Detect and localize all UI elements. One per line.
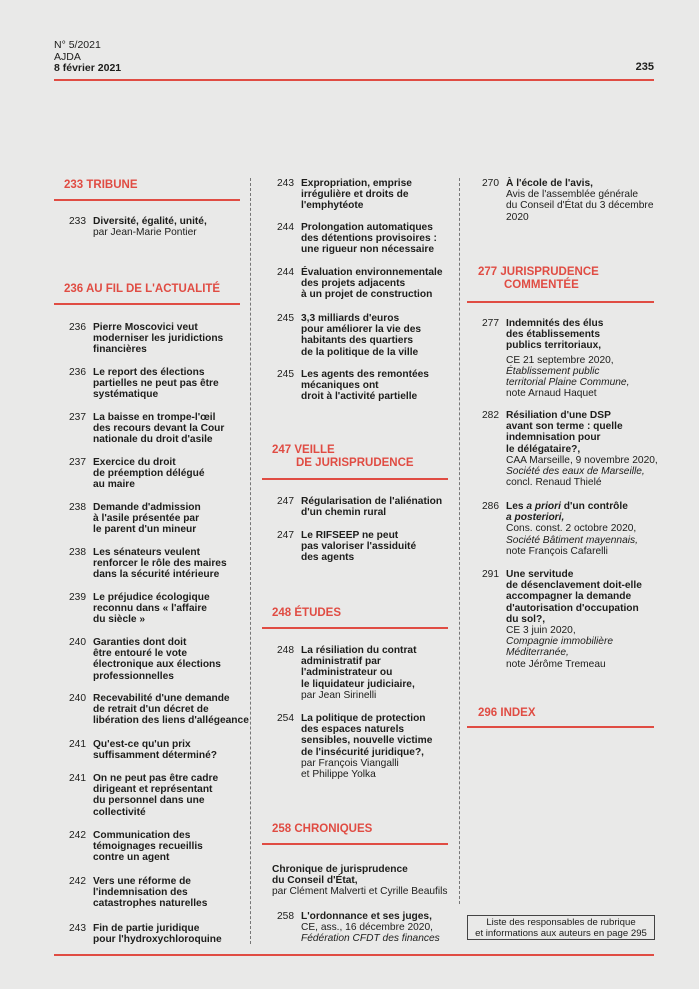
- entry-page: 248: [277, 645, 294, 656]
- section-tribune: 233 TRIBUNE: [64, 179, 138, 191]
- entry-title-line: On ne peut pas être cadre: [93, 773, 219, 784]
- entry-title-part: d'un contrôle: [560, 501, 628, 512]
- entry-title-line: des recours devant la Cour: [93, 423, 225, 435]
- section-rule: [262, 843, 448, 845]
- entry-title-line: des projets adjacents: [301, 278, 406, 290]
- entry-title-line: Pierre Moscovici veut: [93, 322, 198, 333]
- entry-source: Méditerranée,: [506, 647, 569, 659]
- entry-title-line: pas valoriser l'assiduité: [301, 541, 417, 553]
- entry-source: Établissement public: [506, 365, 600, 377]
- entry-page: 237: [69, 457, 86, 468]
- entry-title-line: de préemption délégué: [93, 468, 205, 480]
- entry-title-line: Une servitude: [506, 569, 574, 580]
- entry-title-line: une rigueur non nécessaire: [301, 244, 435, 256]
- entry-author: note François Cafarelli: [506, 545, 608, 557]
- entry-page: 247: [277, 496, 294, 507]
- entry-title-line: électronique aux élections: [93, 659, 221, 671]
- entry-title-line: au maire: [93, 479, 135, 491]
- entry-source: CAA Marseille, 9 novembre 2020,: [506, 454, 658, 466]
- entry-source: territorial Plaine Commune,: [506, 377, 630, 389]
- entry-page: 243: [277, 178, 294, 189]
- entry-page: 240: [69, 693, 86, 704]
- entry-title-line: d'autorisation d'occupation: [506, 602, 639, 614]
- entry-title-line: administratif par: [301, 656, 381, 668]
- entry-title-line: de retrait d'un décret de: [93, 704, 209, 716]
- entry-author: par Jean-Marie Pontier: [93, 227, 197, 239]
- entry-title-line: Les agents des remontées: [301, 369, 429, 380]
- section-rule: [467, 301, 654, 303]
- entry-source: 2020: [506, 211, 529, 223]
- entry-title-line: Recevabilité d'une demande: [93, 693, 230, 704]
- note-line: et informations aux auteurs en page 295: [475, 928, 647, 939]
- entry-source: Société des eaux de Marseille,: [506, 466, 645, 478]
- entry-title-line: catastrophes naturelles: [93, 898, 208, 910]
- entry-title-line: Vers une réforme de: [93, 876, 191, 887]
- note-line: Liste des responsables de rubrique: [486, 917, 636, 928]
- entry-page: 240: [69, 637, 86, 648]
- entry-source: du Conseil d'État du 3 décembre: [506, 200, 654, 212]
- page-number: 235: [635, 61, 654, 73]
- entry-page: 244: [277, 267, 294, 278]
- entry-page: 236: [69, 367, 86, 378]
- issue-number: N° 5/2021: [54, 39, 101, 51]
- entry-page: 233: [69, 216, 86, 227]
- entry-title-line: à l'asile présentée par: [93, 513, 200, 525]
- entry-title-line: La baisse en trompe-l'œil: [93, 412, 216, 423]
- header-rule: [54, 79, 654, 81]
- entry-title-line: l'emphytéote: [301, 200, 364, 212]
- entry-title-line: sensibles, nouvelle victime: [301, 735, 433, 747]
- section-title-line: 247 VEILLE: [272, 444, 335, 456]
- entry-title-line: moderniser les juridictions: [93, 333, 224, 345]
- entry-title-line: Résiliation d'une DSP: [506, 410, 611, 421]
- section-rule: [467, 726, 654, 728]
- entry-author: note Jérôme Tremeau: [506, 658, 606, 670]
- journal-name: AJDA: [54, 50, 81, 63]
- entry-title-line: de désenclavement doit-elle: [506, 580, 642, 592]
- entry-title-line: Le RIFSEEP ne peut: [301, 530, 399, 541]
- entry-source: CE, ass., 16 décembre 2020,: [301, 922, 433, 934]
- entry-title-line: témoignages recueillis: [93, 841, 203, 853]
- entry-title-line: irrégulière et droits de: [301, 189, 409, 201]
- entry-title-line: des détentions provisoires :: [301, 233, 437, 245]
- entry-author: note Arnaud Haquet: [506, 388, 597, 400]
- entry-title-line: Évaluation environnementale: [301, 267, 443, 278]
- entry-title-line: Demande d'admission: [93, 502, 201, 513]
- entry-author: par Jean Sirinelli: [301, 689, 377, 701]
- entry-title-line: nationale du droit d'asile: [93, 434, 213, 446]
- entry-title-line: le liquidateur judiciaire,: [301, 678, 415, 690]
- entry-author: par François Viangalli: [301, 757, 399, 769]
- section-index: 296 INDEX: [478, 707, 536, 719]
- entry-title-line: Le préjudice écologique: [93, 592, 210, 603]
- entry-title-line: Prolongation automatiques: [301, 222, 433, 233]
- entry-title-line: L'ordonnance et ses juges,: [301, 911, 432, 922]
- entry-title-line: de la politique de la ville: [301, 346, 419, 358]
- entry-page: 236: [69, 322, 86, 333]
- section-actualite: 236 AU FIL DE L'ACTUALITÉ: [64, 283, 221, 295]
- entry-title-line: Les sénateurs veulent: [93, 547, 201, 558]
- entry-source: Compagnie immobilière: [506, 636, 614, 648]
- section-title-line: COMMENTÉE: [504, 279, 579, 291]
- entry-title-line: À l'école de l'avis,: [506, 178, 593, 189]
- entry-source: CE 3 juin 2020,: [506, 625, 576, 637]
- entry-title-line: libération des liens d'allégeance: [93, 715, 249, 727]
- entry-source: CE 21 septembre 2020,: [506, 354, 614, 366]
- entry-title-line: reconnu dans « l'affaire: [93, 603, 207, 615]
- issue-date: 8 février 2021: [54, 62, 122, 74]
- entry-source: Société Bâtiment mayennais,: [506, 534, 638, 546]
- entry-source: Avis de l'assemblée générale: [506, 189, 639, 201]
- entry-title-line: du sol?,: [506, 613, 546, 625]
- entry-page: 238: [69, 547, 86, 558]
- entry-title-line: La résiliation du contrat: [301, 645, 417, 656]
- entry-title-line: dans la sécurité intérieure: [93, 569, 220, 581]
- entry-page: 291: [482, 569, 499, 580]
- entry-page: 270: [482, 178, 499, 189]
- entry-title-line: de l'insécurité juridique?,: [301, 746, 424, 758]
- entry-title-line: droit à l'activité partielle: [301, 391, 418, 403]
- entry-title-part: a priori: [526, 501, 561, 512]
- entry-title-line: Exercice du droit: [93, 457, 176, 468]
- entry-title-line: le délégataire?,: [506, 443, 581, 455]
- section-title-line: DE JURISPRUDENCE: [296, 457, 414, 469]
- authors-info-note: [467, 915, 655, 940]
- section-etudes: 248 ÉTUDES: [272, 607, 342, 619]
- entry-page: 282: [482, 410, 499, 421]
- entry-title-line: partielles ne peut pas être: [93, 378, 219, 390]
- entry-author: concl. Renaud Thielé: [506, 477, 602, 489]
- section-rule: [262, 478, 448, 480]
- entry-title-line: avant son terme : quelle: [506, 421, 623, 433]
- entry-page: 247: [277, 530, 294, 541]
- section-rule: [54, 303, 240, 305]
- entry-author: et Philippe Yolka: [301, 769, 376, 781]
- entry-title-line: contre un agent: [93, 852, 170, 864]
- section-jurisprudence: [478, 266, 599, 292]
- entry-title-line: Qu'est-ce qu'un prix: [93, 739, 191, 750]
- entry-title-line: des établissements: [506, 329, 600, 341]
- entry-title-line: du siècle »: [93, 614, 146, 626]
- footer-rule: [54, 954, 654, 956]
- section-title-line: 277 JURISPRUDENCE: [478, 266, 599, 278]
- entry-title-line: le parent d'un mineur: [93, 524, 197, 536]
- entry-page: 254: [277, 713, 294, 724]
- entry-author: par Clément Malverti et Cyrille Beaufils: [272, 886, 448, 898]
- entry-title-line: des espaces naturels: [301, 724, 405, 736]
- entry-page: 239: [69, 592, 86, 603]
- entry-page: 241: [69, 773, 86, 784]
- entry-page: 277: [482, 318, 499, 329]
- entry-title-line: Indemnités des élus: [506, 318, 604, 329]
- entry-title-line: Communication des: [93, 830, 191, 841]
- entry-title-line: pour améliorer la vie des: [301, 324, 422, 336]
- entry-source: Cons. const. 2 octobre 2020,: [506, 523, 637, 535]
- entry-title-line: Chronique de jurisprudence: [272, 864, 408, 875]
- entry-title-line: Fin de partie juridique: [93, 923, 200, 934]
- entry-title-line: [506, 501, 666, 512]
- entry-page: 238: [69, 502, 86, 513]
- entry-title-line: collectivité: [93, 806, 146, 818]
- entry-title-line: accompagner la demande: [506, 591, 632, 603]
- entry-title-line: l'indemnisation des: [93, 887, 188, 899]
- entry-title: Diversité, égalité, unité,: [93, 216, 207, 227]
- section-rule: [262, 627, 448, 629]
- entry-title-line: Garanties dont doit: [93, 637, 187, 648]
- page-header: [54, 40, 654, 75]
- section-rule: [54, 199, 240, 201]
- entry-title-line: Le report des élections: [93, 367, 205, 378]
- entry-title-line: suffisamment déterminé?: [93, 750, 217, 762]
- entry-title-line: du personnel dans une: [93, 795, 205, 807]
- entry-title-line: La politique de protection: [301, 713, 426, 724]
- entry-page: 237: [69, 412, 86, 423]
- entry-page: 242: [69, 876, 86, 887]
- entry-title-line: à un projet de construction: [301, 289, 433, 301]
- entry-title-line: dirigeant et représentant: [93, 784, 213, 796]
- entry-page: 242: [69, 830, 86, 841]
- entry-title-line: financières: [93, 344, 147, 356]
- entry-page: 286: [482, 501, 499, 512]
- entry-title-line: 3,3 milliards d'euros: [301, 313, 400, 324]
- entry-title-line: être entouré le vote: [93, 648, 187, 660]
- entry-title-line: a posteriori,: [506, 512, 565, 524]
- entry-title-line: Expropriation, emprise: [301, 178, 412, 189]
- entry-page: 241: [69, 739, 86, 750]
- entry-title-line: du Conseil d'État,: [272, 875, 358, 887]
- entry-title-line: l'administrateur ou: [301, 667, 393, 679]
- entry-page: 245: [277, 369, 294, 380]
- entry-source: Fédération CFDT des finances: [301, 933, 440, 945]
- entry-title-line: systématique: [93, 389, 159, 401]
- entry-page: 244: [277, 222, 294, 233]
- entry-page: 258: [277, 911, 294, 922]
- entry-title-part: Les: [506, 501, 527, 512]
- entry-title-line: d'un chemin rural: [301, 507, 387, 519]
- entry-title-line: publics territoriaux,: [506, 340, 602, 352]
- entry-title-line: pour l'hydroxychloroquine: [93, 934, 222, 946]
- entry-page: 243: [69, 923, 86, 934]
- section-chroniques: 258 CHRONIQUES: [272, 823, 373, 835]
- entry-page: 245: [277, 313, 294, 324]
- entry-title-line: Régularisation de l'aliénation: [301, 496, 443, 507]
- entry-title-line: mécaniques ont: [301, 380, 379, 392]
- entry-title-line: professionnelles: [93, 670, 174, 682]
- section-veille: [272, 444, 414, 470]
- entry-title-line: renforcer le rôle des maires: [93, 558, 227, 570]
- entry-title-line: des agents: [301, 552, 355, 564]
- entry-title-line: indemnisation pour: [506, 432, 601, 444]
- entry-title-line: habitants des quartiers: [301, 335, 414, 347]
